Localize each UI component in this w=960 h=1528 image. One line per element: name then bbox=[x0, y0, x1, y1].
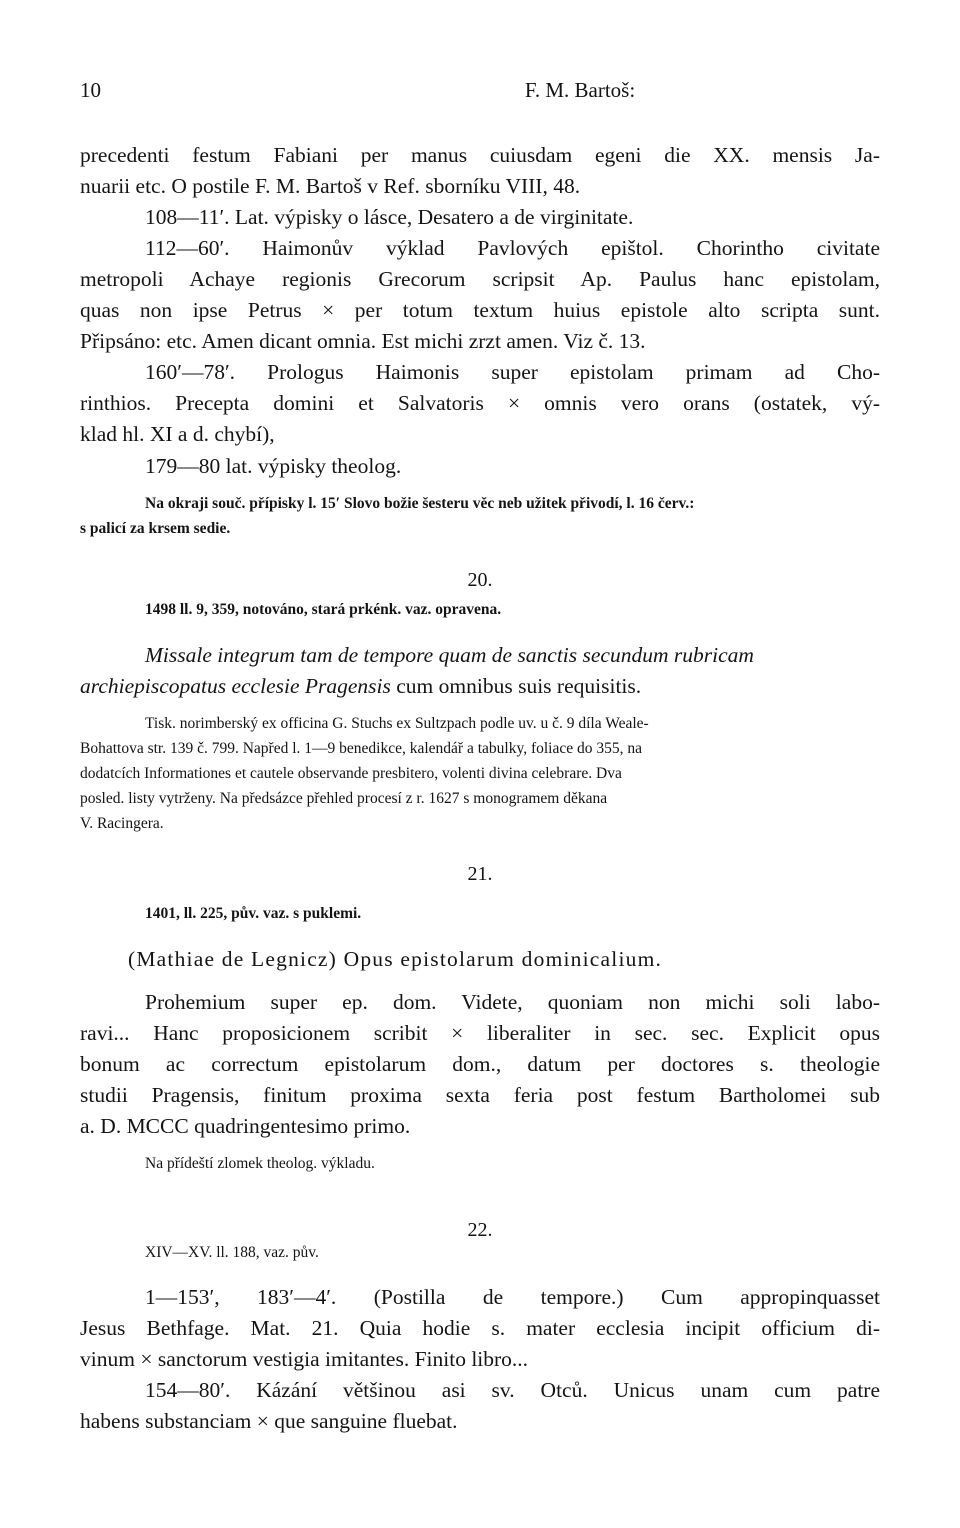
entry-title-rest: cum omnibus suis requisitis. bbox=[390, 674, 642, 698]
footnote-line: V. Racingera. bbox=[80, 815, 164, 832]
text-line: ravi... Hanc proposicionem scribit × liberaliter in sec. sec. Explicit opus bbox=[80, 1021, 880, 1045]
running-title: F. M. Bartoš: bbox=[524, 78, 636, 102]
footnote-line: s palicí za krsem sedie. bbox=[80, 520, 231, 537]
text-line: habens substanciam × que sanguine fluebat. bbox=[80, 1409, 458, 1433]
text-line: nuarii etc. O postile F. M. Bartoš v Ref. sborníku VIII, 48. bbox=[80, 174, 581, 198]
text-line: 108—11′. Lat. výpisky o lásce, Desatero a de virginitate. bbox=[145, 205, 634, 229]
entry-number: 20. bbox=[467, 569, 493, 591]
entry-title: (Mathiae de Legnicz) Opus epistolarum dominicalium. bbox=[128, 947, 663, 971]
text-line: Připsáno: etc. Amen dicant omnia. Est michi zrzt amen. Viz č. 13. bbox=[80, 329, 646, 353]
entry-number: 22. bbox=[467, 1219, 493, 1241]
text-line: Jesus Bethfage. Mat. 21. Quia hodie s. mater ecclesia incipit officium di- bbox=[80, 1316, 880, 1340]
entry-meta: 1401, ll. 225, pův. vaz. s puklemi. bbox=[145, 905, 362, 922]
text-line: 112—60′. Haimonův výklad Pavlových epištol. Chorintho civitate bbox=[145, 236, 880, 260]
entry-title bbox=[80, 672, 641, 700]
footnote-line: posled. listy vytrženy. Na předsázce přehled procesí z r. 1627 s monogramem děkana bbox=[80, 790, 608, 807]
text-line: a. D. MCCC quadringentesimo primo. bbox=[80, 1114, 411, 1138]
entry-number: 21. bbox=[467, 863, 493, 885]
text-line: rinthios. Precepta domini et Salvatoris × omnis vero orans (ostatek, vý- bbox=[80, 391, 880, 415]
text-line: klad hl. XI a d. chybí), bbox=[80, 422, 275, 446]
text-line: 154—80′. Kázání většinou asi sv. Otců. Unicus unam cum patre bbox=[145, 1378, 880, 1402]
footnote-line: Tisk. norimberský ex officina G. Stuchs ex Sultzpach podle uv. u č. 9 díla Weale- bbox=[145, 715, 649, 732]
text-line: 160′—78′. Prologus Haimonis super epistolam primam ad Cho- bbox=[145, 360, 880, 384]
text-line: 179—80 lat. výpisky theolog. bbox=[145, 454, 402, 478]
entry-meta: XIV—XV. ll. 188, vaz. pův. bbox=[145, 1244, 319, 1261]
footnote-line: dodatcích Informationes et cautele observande presbitero, volenti divina celebrare. Dva bbox=[80, 765, 622, 782]
text-line: precedenti festum Fabiani per manus cuiusdam egeni die XX. mensis Ja- bbox=[80, 143, 880, 167]
text-line: quas non ipse Petrus × per totum textum huius epistole alto scripta sunt. bbox=[80, 298, 880, 322]
footnote-line: Na přídeští zlomek theolog. výkladu. bbox=[145, 1155, 375, 1172]
text-line: vinum × sanctorum vestigia imitantes. Finito libro... bbox=[80, 1347, 529, 1371]
page-header bbox=[80, 78, 880, 108]
text-line: studii Pragensis, finitum proxima sexta feria post festum Bartholomei sub bbox=[80, 1083, 880, 1107]
footnote-line: Na okraji souč. přípisky l. 15′ Slovo božie šesteru věc neb užitek přivodí, l. 16 červ.: bbox=[145, 495, 695, 512]
entry-title: Missale integrum tam de tempore quam de sanctis secundum rubricam bbox=[145, 643, 754, 667]
text-line: 1—153′, 183′—4′. (Postilla de tempore.) Cum appropinquasset bbox=[145, 1285, 880, 1309]
entry-meta: 1498 ll. 9, 359, notováno, stará prkénk. vaz. opravena. bbox=[145, 601, 502, 618]
page-number: 10 bbox=[80, 78, 101, 102]
footnote-line: Bohattova str. 139 č. 799. Napřed l. 1—9 benedikce, kalendář a tabulky, foliace do 355, na bbox=[80, 740, 642, 757]
entry-title-italic: archiepiscopatus ecclesie Pragensis bbox=[80, 674, 391, 698]
text-line: metropoli Achaye regionis Grecorum scripsit Ap. Paulus hanc epistolam, bbox=[80, 267, 880, 291]
text-line: Prohemium super ep. dom. Videte, quoniam non michi soli labo- bbox=[145, 990, 880, 1014]
text-line: bonum ac correctum epistolarum dom., datum per doctores s. theologie bbox=[80, 1052, 880, 1076]
